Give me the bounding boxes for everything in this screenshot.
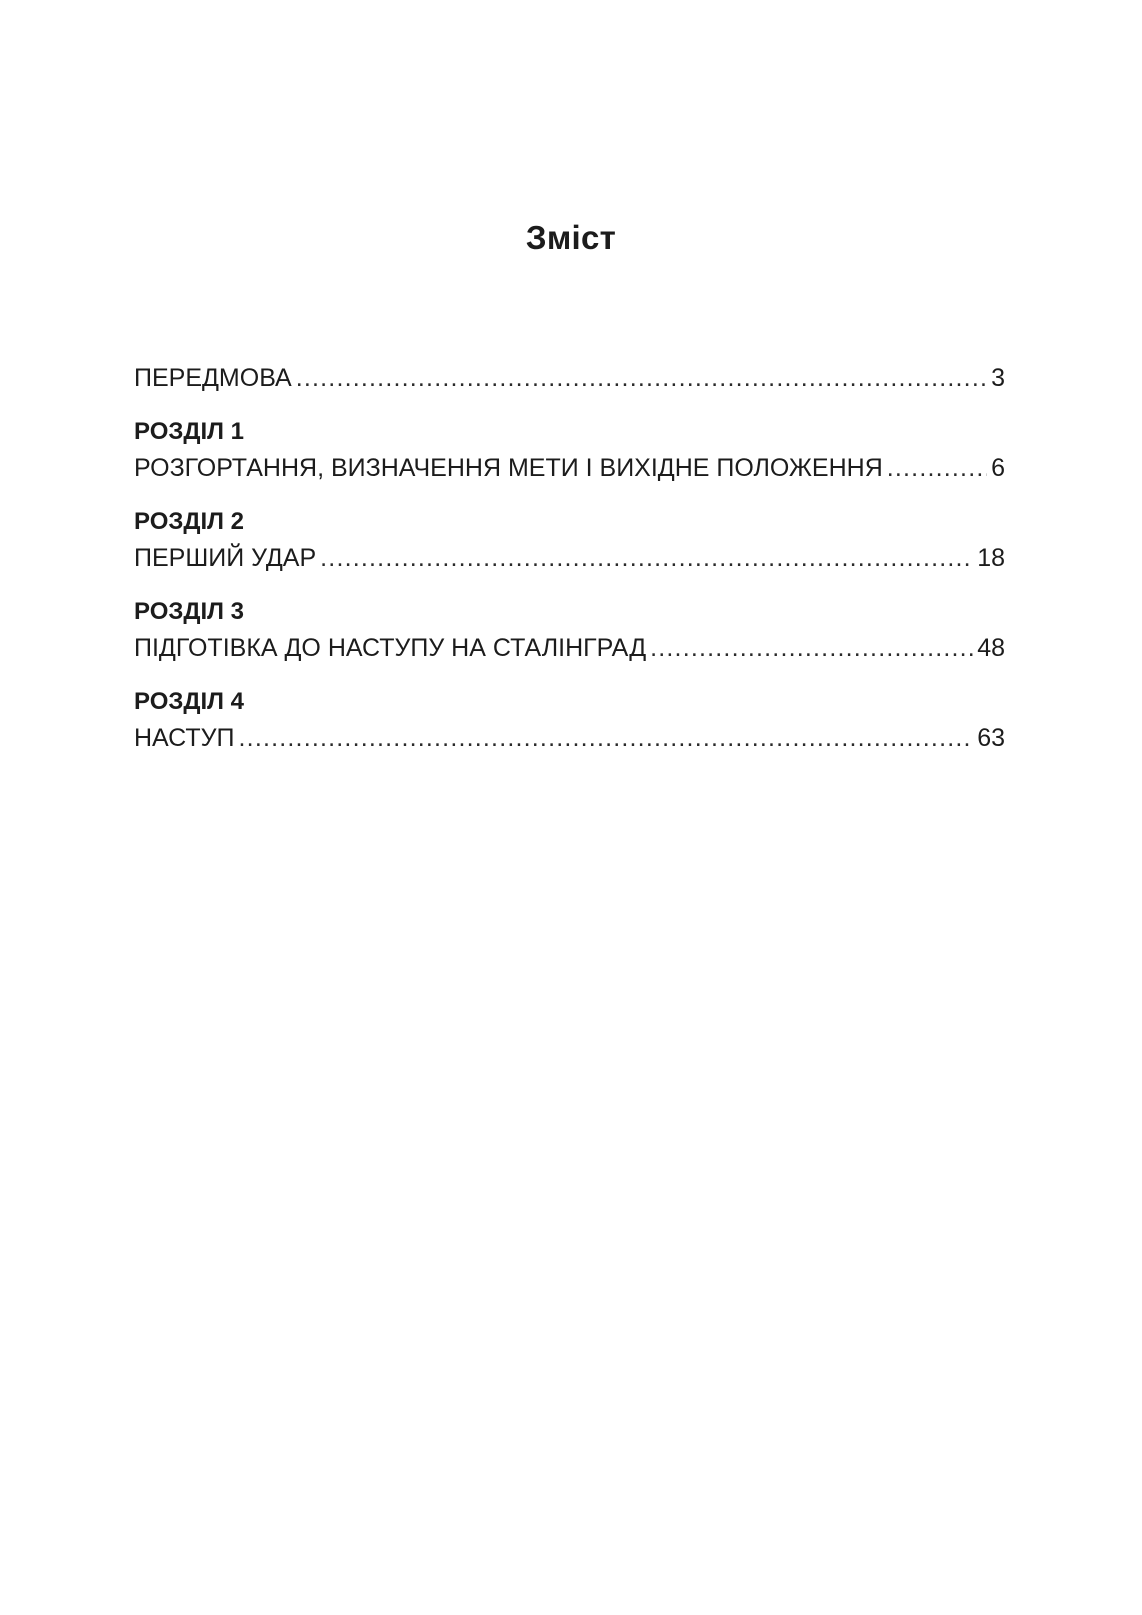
toc-entry-section-4[interactable] xyxy=(134,722,1005,754)
toc-page-number: 6 xyxy=(991,454,1005,482)
dot-leader xyxy=(320,542,973,574)
table-of-contents xyxy=(134,362,1005,754)
toc-page-number: 48 xyxy=(977,634,1005,662)
toc-entry-preface[interactable] xyxy=(134,362,1005,394)
toc-entry-section-3[interactable] xyxy=(134,632,1005,664)
toc-section-4 xyxy=(134,682,1005,754)
section-label: РОЗДІЛ 4 xyxy=(134,688,245,715)
dot-leader xyxy=(239,722,974,754)
toc-page-number: 3 xyxy=(991,364,1005,392)
toc-page-number: 18 xyxy=(977,544,1005,572)
toc-entry-title: ПЕРЕДМОВА xyxy=(134,364,292,392)
dot-leader xyxy=(650,632,973,664)
toc-entry-section-1[interactable] xyxy=(134,452,1005,484)
toc-entry-title: ПЕРШИЙ УДАР xyxy=(134,544,317,572)
toc-section-1 xyxy=(134,412,1005,484)
toc-entry-title: РОЗГОРТАННЯ, ВИЗНАЧЕННЯ МЕТИ І ВИХІДНЕ ПОЛОЖЕННЯ xyxy=(134,454,883,482)
toc-section-3 xyxy=(134,592,1005,664)
section-label: РОЗДІЛ 3 xyxy=(134,598,245,625)
toc-page-number: 63 xyxy=(977,724,1005,752)
toc-section-2 xyxy=(134,502,1005,574)
section-label: РОЗДІЛ 2 xyxy=(134,508,245,535)
dot-leader xyxy=(887,452,987,484)
section-label: РОЗДІЛ 1 xyxy=(134,418,245,445)
toc-entry-title: НАСТУП xyxy=(134,724,235,752)
dot-leader xyxy=(296,362,987,394)
toc-entry-section-2[interactable] xyxy=(134,542,1005,574)
page-title: Зміст xyxy=(525,219,617,257)
toc-entry-title: ПІДГОТІВКА ДО НАСТУПУ НА СТАЛІНГРАД xyxy=(134,634,647,662)
